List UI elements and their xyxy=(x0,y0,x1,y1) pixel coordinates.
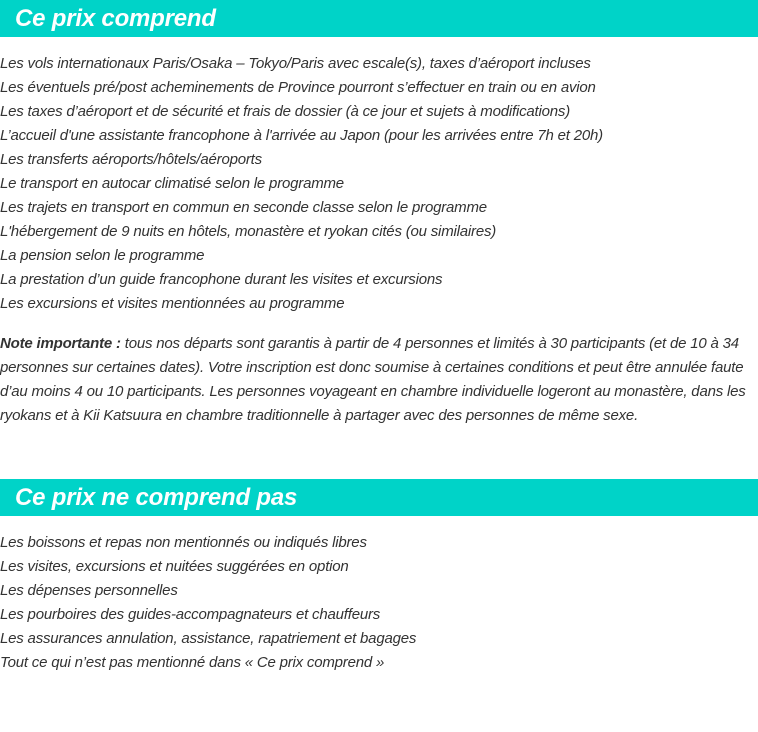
section-header-included xyxy=(0,0,758,37)
excluded-list xyxy=(0,531,758,675)
list-item: Les transferts aéroports/hôtels/aéroports xyxy=(0,151,262,168)
list-item: Les boissons et repas non mentionnés ou indiqués libres xyxy=(0,534,367,551)
list-item: La pension selon le programme xyxy=(0,247,205,264)
list-item: L’accueil d'une assistante francophone à l'arrivée au Japon (pour les arrivées entre 7h et 20h) xyxy=(0,127,603,144)
list-item: Le transport en autocar climatisé selon le programme xyxy=(0,175,344,192)
list-item: Les trajets en transport en commun en seconde classe selon le programme xyxy=(0,199,487,216)
included-list xyxy=(0,52,758,316)
list-item: Les vols internationaux Paris/Osaka – Tokyo/Paris avec escale(s), taxes d’aéroport incluses xyxy=(0,55,591,72)
list-item: Les pourboires des guides-accompagnateurs et chauffeurs xyxy=(0,606,381,623)
list-item: Les taxes d’aéroport et de sécurité et frais de dossier (à ce jour et sujets à modifications) xyxy=(0,103,571,120)
note-text: tous nos départs sont garantis à partir de 4 personnes et limités à 30 participants (et de 10 à 34 personnes sur certaines dates). Votre inscription est donc soumise à certaines conditions et peut être annulée faute d’au moins 4 ou 10 participants. Les personnes voyageant en chambre individuelle logeront au monastère, dans les ryokans et à Kii Katsuura en chambre traditionnelle à partager avec des personnes de même sexe. xyxy=(0,335,746,424)
section-title-excluded: Ce prix ne comprend pas xyxy=(15,484,298,511)
important-note xyxy=(0,332,752,428)
note-label: Note importante : xyxy=(0,335,121,352)
list-item: Tout ce qui n’est pas mentionné dans « Ce prix comprend » xyxy=(0,654,385,671)
list-item: Les excursions et visites mentionnées au programme xyxy=(0,295,345,312)
list-item: L'hébergement de 9 nuits en hôtels, monastère et ryokan cités (ou similaires) xyxy=(0,223,497,240)
section-title-included: Ce prix comprend xyxy=(15,5,216,32)
list-item: La prestation d’un guide francophone durant les visites et excursions xyxy=(0,271,443,288)
list-item: Les assurances annulation, assistance, rapatriement et bagages xyxy=(0,630,417,647)
list-item: Les visites, excursions et nuitées suggérées en option xyxy=(0,558,349,575)
list-item: Les dépenses personnelles xyxy=(0,582,178,599)
section-header-excluded xyxy=(0,479,758,516)
list-item: Les éventuels pré/post acheminements de Province pourront s’effectuer en train ou en avion xyxy=(0,79,596,96)
